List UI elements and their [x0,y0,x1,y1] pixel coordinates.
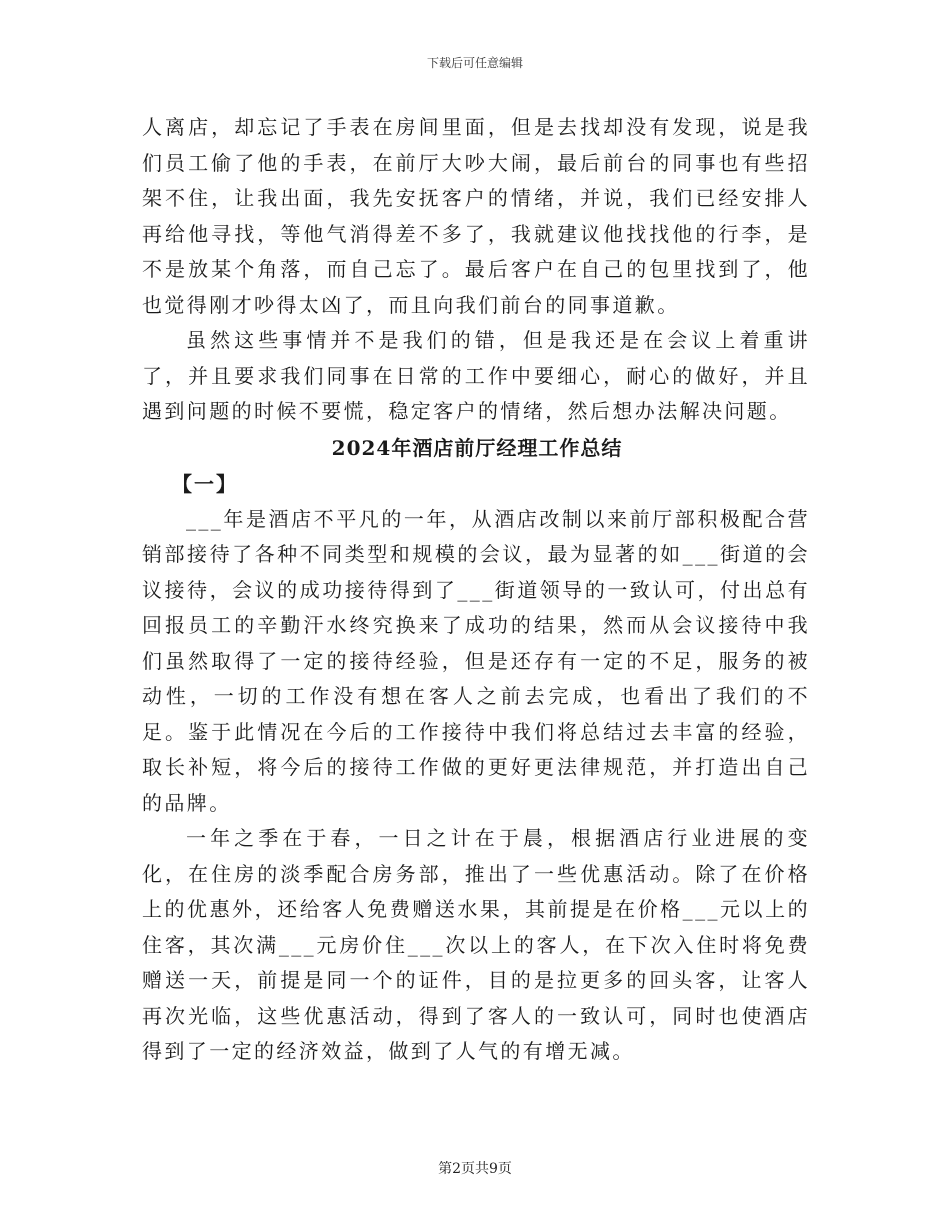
document-body [142,110,810,1070]
section-label: 【一】 [172,471,238,496]
body-paragraph: ___年是酒店不平凡的一年，从酒店改制以来前厅部积极配合营销部接待了各种不同类型和规模的会议，最为显著的如___街道的会议接待，会议的成功接待得到了___街道领导的一致认可，付出总有回报员工的辛勤汗水终究换来了成功的结果，然而从会议接待中我们虽然取得了一定的接待经验，但是还存有一定的不足，服务的被动性，一切的工作没有想在客人之前去完成，也看出了我们的不足。鉴于此情况在今后的工作接待中我们将总结过去丰富的经验，取长补短，将今后的接待工作做的更好更法律规范，并打造出自己的品牌。 [142,506,810,815]
document-title: 2024年酒店前厅经理工作总结 [331,435,623,460]
body-paragraph: 虽然这些事情并不是我们的错，但是我还是在会议上着重讲了，并且要求我们同事在日常的工作中要细心，耐心的做好，并且遇到问题的时候不要慌，稳定客户的情绪，然后想办法解决问题。 [142,328,810,423]
page-number-footer: 第2页共9页 [438,1161,512,1177]
page-header: 下载后可任意编辑 [426,56,523,70]
body-paragraph-continued: 人离店，却忘记了手表在房间里面，但是去找却没有发现，说是我们员工偷了他的手表，在前厅大吵大闹，最后前台的同事也有些招架不住，让我出面，我先安抚客户的情绪，并说，我们已经安排人再给他寻找，等他气消得差不多了，我就建议他找找他的行李，是不是放某个角落，而自己忘了。最后客户在自己的包里找到了，他也觉得刚才吵得太凶了，而且向我们前台的同事道歉。 [142,115,810,317]
body-paragraph: 一年之季在于春，一日之计在于晨，根据酒店行业进展的变化，在住房的淡季配合房务部，推出了一些优惠活动。除了在价格上的优惠外，还给客人免费赠送水果，其前提是在价格___元以上的住客，其次满___元房价住___次以上的客人，在下次入住时将免费赠送一天，前提是同一个的证件，目的是拉更多的回头客，让客人再次光临，这些优惠活动，得到了客人的一致认可，同时也使酒店得到了一定的经济效益，做到了人气的有增无减。 [142,826,810,1063]
